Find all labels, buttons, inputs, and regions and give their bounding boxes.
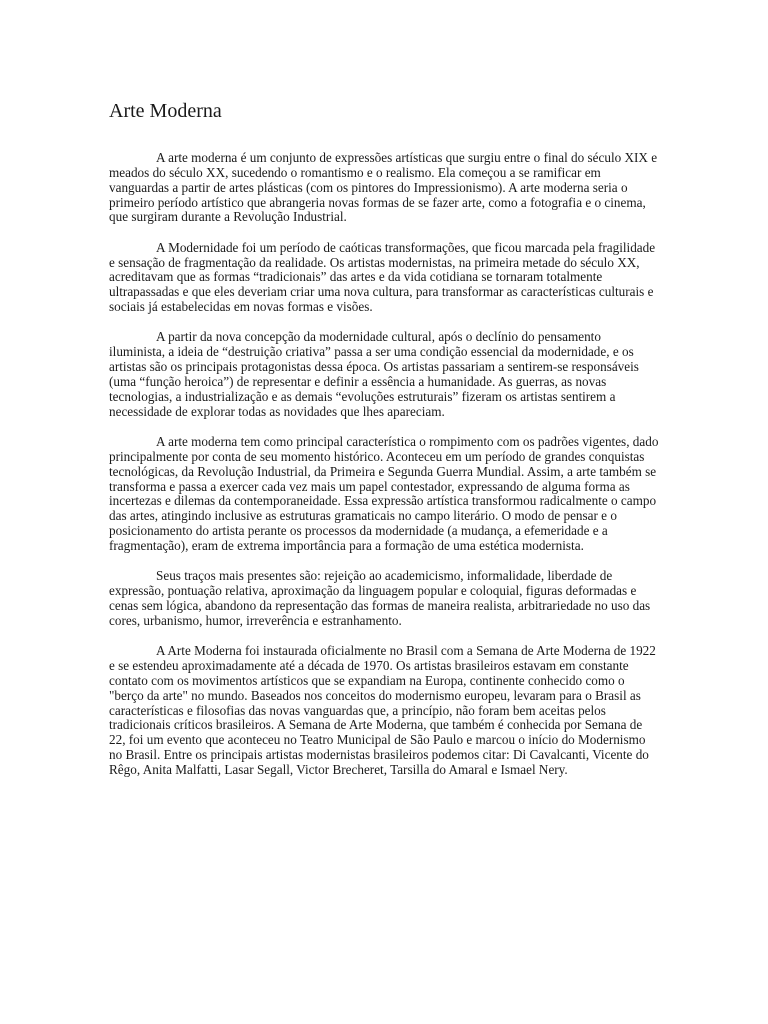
paragraph-3: A partir da nova concepção da modernidade cultural, após o declínio do pensamento iluminista, a ideia de “destruição criativa” passa a ser uma condição essencial da modernidade, e os artistas são os principais protagonistas dessa época. Os artistas passariam a sentirem-se responsáveis (uma “função heroica”) de representar e definir a essência a humanidade. As guerras, as novas tecnologias, a industrialização e as demais “evoluções estruturais” fizeram os artistas sentirem a necessidade de explorar todas as novidades que lhes apareciam. [109,329,639,419]
paragraph-1: A arte moderna é um conjunto de expressões artísticas que surgiu entre o final do século XIX e meados do século XX, sucedendo o romantismo e o realismo. Ela começou a se ramificar em vanguardas a partir de artes plásticas (com os pintores do Impressionismo). A arte moderna seria o primeiro período artístico que abrangeria novas formas de se fazer arte, como a fotografia e o cinema, que surgiram durante a Revolução Industrial. [109,150,658,225]
document-body [109,151,660,778]
paragraph-4: A arte moderna tem como principal característica o rompimento com os padrões vigentes, dado principalmente por conta de seu momento histórico. Aconteceu em um período de grandes conquistas tecnológicas, da Revolução Industrial, da Primeira e Segunda Guerra Mundial. Assim, a arte também se transforma e passa a exercer cada vez mais um papel contestador, expressando de alguma forma as incertezas e dilemas da contemporaneidade. Essa expressão artística transformou radicalmente o campo das artes, atingindo inclusive as estruturas gramaticais no campo literário. O modo de pensar e o posicionamento do artista perante os processos da modernidade (a mudança, a efemeridade e a fragmentação), eram de extrema importância para a formação de uma estética modernista. [109,434,659,553]
paragraph-2: A Modernidade foi um período de caóticas transformações, que ficou marcada pela fragilidade e sensação de fragmentação da realidade. Os artistas modernistas, na primeira metade do século XX, acreditavam que as formas “tradicionais” das artes e da vida cotidiana se tornaram totalmente ultrapassadas e que eles deveriam criar uma nova cultura, para transformar as características culturais e sociais já estabelecidas em novas formas e visões. [109,239,656,315]
document-title: Arte Moderna [109,100,222,122]
paragraph-6: A Arte Moderna foi instaurada oficialmente no Brasil com a Semana de Arte Moderna de 1922 e se estendeu aproximadamente até a década de 1970. Os artistas brasileiros estavam em constante contato com os movimentos artísticos que se expandiam na Europa, continente conhecido como o "berço da arte" no mundo. Baseados nos conceitos do modernismo europeu, levaram para o Brasil as características e filosofias das novas vanguardas que, a princípio, não foram bem aceitas pelos tradicionais críticos brasileiros. A Semana de Arte Moderna, que também é conhecida por Semana de 22, foi um evento que aconteceu no Teatro Municipal de São Paulo e marcou o início do Modernismo no Brasil. Entre os principais artistas modernistas brasileiros podemos citar: Di Cavalcanti, Vicente do Rêgo, Anita Malfatti, Lasar Segall, Victor Brecheret, Tarsilla do Amaral e Ismael Nery. [109,643,656,777]
paragraph-5: Seus traços mais presentes são: rejeição ao academicismo, informalidade, liberdade de expressão, pontuação relativa, aproximação da linguagem popular e coloquial, figuras deformadas e cenas sem lógica, abandono da representação das formas de maneira realista, arbitrariedade no uso das cores, urbanismo, humor, irreverência e estranhamento. [109,568,651,628]
